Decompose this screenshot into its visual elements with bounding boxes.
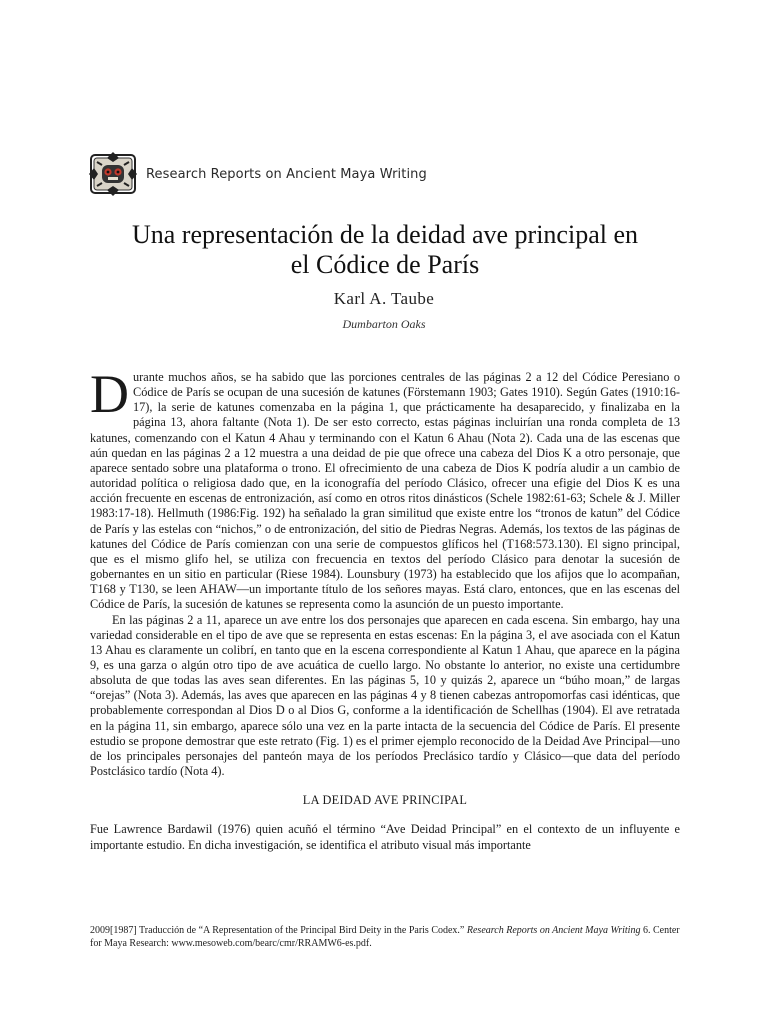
drop-cap: D (90, 364, 129, 424)
paragraph-3: Fue Lawrence Bardawil (1976) quien acuñó el término “Ave Deidad Principal” en el contexto de un influyente e importante estudio. En dicha investigación, se identifica el atributo visual más importante (90, 822, 680, 852)
article-author: Karl A. Taube (333, 289, 435, 308)
footnote-citation: 2009[1987] Traducción de “A Representation of the Principal Bird Deity in the Paris Codex.” (90, 925, 465, 936)
section-heading: LA DEIDAD AVE PRINCIPAL (302, 793, 468, 808)
article-body (90, 364, 680, 853)
footnote-journal: Research Reports on Ancient Maya Writing (466, 925, 641, 936)
citation-footnote (90, 924, 680, 950)
series-title: Research Reports on Ancient Maya Writing (146, 166, 427, 182)
paragraph-1-text: urante muchos años, se ha sabido que las porciones centrales de las páginas 2 a 12 del Códice Peresiano o Códice de París se ocupan de una sucesión de katunes (Förstemann 1903; Gates 1910). Según Gates (1910:16-17), la serie de katunes comenzaba en la página 1, que prácticamente ha desaparecido, y finalizaba en la página 13, ahora faltante (Nota 1). De ser esto correcto, estas páginas incluirían una ronda completa de 13 katunes, comenzando con el Katun 4 Ahau y terminando con el Katun 6 Ahau (Nota 2). Cada una de las escenas que aún quedan en las páginas 2 a 12 muestra a una deidad de pie que ofrece una cabeza del Dios K a otro personaje, que aparece sentado sobre una plataforma o trono. El ofrecimiento de una cabeza de Dios K podría aludir a un cambio de autoridad política o religiosa dado que, en la iconografía del período Clásico, ofrecer una efigie del Dios K es una acción frecuente en escenas de entronización, así como en otros ritos dinásticos (Schele 1982:61-63; Schele & J. Miller 1983:17-18). Hellmuth (1986:Fig. 192) ha señalado la gran similitud que existe entre los “tronos de katun” del Códice de París y las estelas con “nichos,” o de entronización, del sitio de Piedras Negras. Además, los textos de las páginas de katunes del Códice de París comienzan con una serie de compuestos glíficos hel (T168:573.130). El signo principal, que es el mismo glifo hel, se utiliza con frecuencia en textos del período Clásico para denotar la sucesión de gobernantes en un sitio en particular (Riese 1984). Lounsbury (1973) ha establecido que los afijos que lo acompañan, T168 y T130, se leen AHAW—un importante título de los señores mayas. Está claro, entonces, que en las escenas del Códice de París, la sucesión de katunes se representa como la asunción de un puesto importante. (90, 370, 680, 612)
author-affiliation: Dumbarton Oaks (342, 317, 426, 331)
maya-glyph-logo-icon (88, 150, 138, 198)
article-title: Una representación de la deidad ave principal en el Códice de París (131, 220, 639, 279)
footnote-rest: 6. Center for Maya Research: www.mesoweb.com/bearc/cmr/RRAMW6-es.pdf. (90, 925, 680, 949)
paragraph-1 (90, 364, 680, 613)
paragraph-2: En las páginas 2 a 11, aparece un ave entre los dos personajes que aparecen en cada escena. Sin embargo, hay una variedad considerable en el tipo de ave que se representa en estas escenas: En la página 3, el ave asociada con el Katun 13 Ahau es claramente un colibrí, en tanto que en la escena correspondiente al Katun 1 Ahau, que aparece en la página 9, es una garza o algún otro tipo de ave acuática de cuello largo. No obstante lo anterior, no existe una certidumbre absoluta de que todas las aves sean diferentes. En las páginas 5, 10 y quizás 2, aparece un “búho moan,” de largas “orejas” (Nota 3). Además, las aves que aparecen en las páginas 4 y 8 tienen cabezas antropomorfas casi idénticas, que probablemente correspondan al Dios D o al Dios G, conforme a la identificación de Schellhas (1904). El ave retratada en la página 11, sin embargo, aparece sólo una vez en la parte intacta de la secuencia del Códice de París. El presente estudio se propone demostrar que este retrato (Fig. 1) es el primer ejemplo reconocido de la Deidad Ave Principal—uno de los principales personajes del panteón maya de los períodos Preclásico tardío y Clásico—que data del período Postclásico tardío (Nota 4). (90, 612, 680, 779)
series-header (88, 150, 427, 198)
